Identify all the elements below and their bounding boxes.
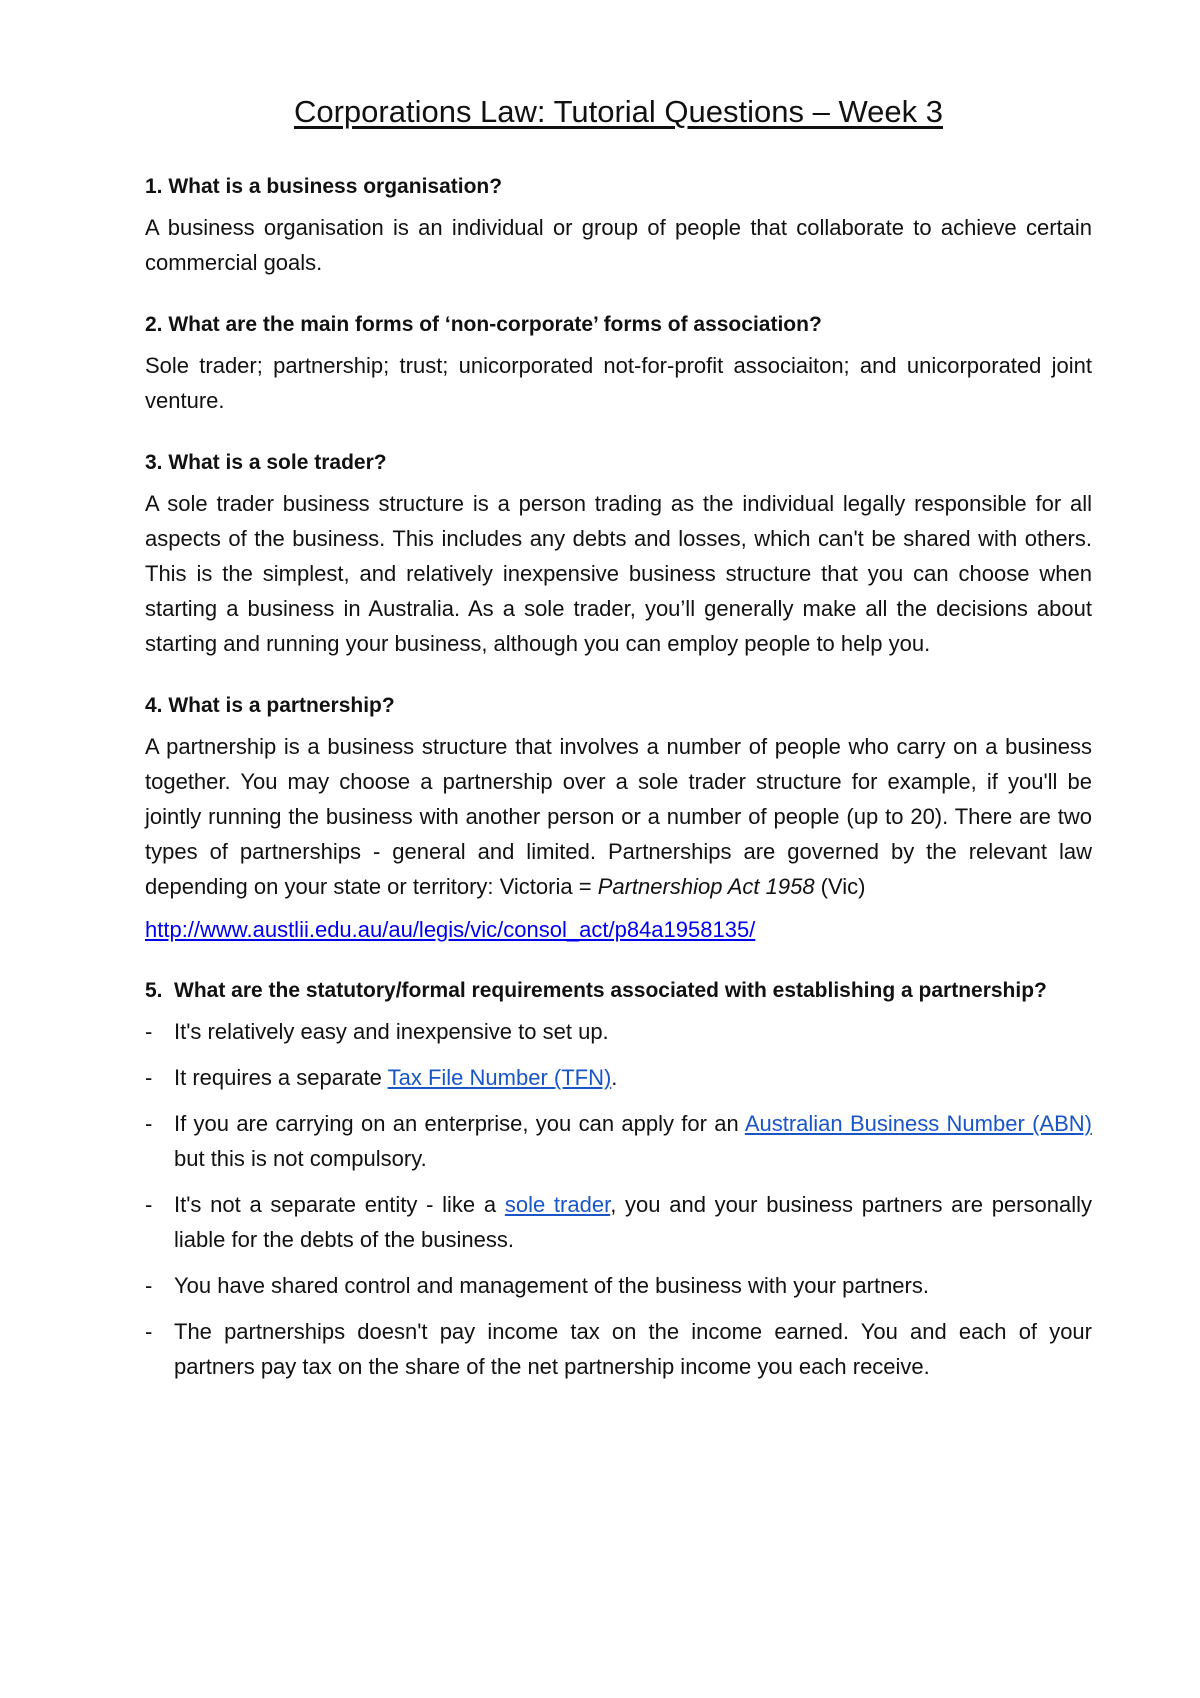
question-5: [145, 973, 1092, 1008]
question-5-number: 5.: [145, 979, 163, 1002]
document-content: [145, 92, 1092, 1395]
bullet-text-post: , you and your business partners are personally liable for the debts of the business.: [174, 1192, 1092, 1252]
bullet-text: It's relatively easy and inexpensive to set up.: [174, 1019, 609, 1044]
bullet-text: [174, 1187, 1092, 1257]
bullet-text-pre: It's not a separate entity - like a: [174, 1192, 505, 1217]
list-item: [145, 1314, 1092, 1384]
abn-link[interactable]: Australian Business Number (ABN): [744, 1111, 1092, 1136]
bullet-dash: -: [145, 1019, 153, 1044]
bullet-text-pre: If you are carrying on an enterprise, you can apply for an: [174, 1111, 745, 1136]
bullet-text-post: .: [611, 1065, 618, 1090]
act-jurisdiction: (Vic): [814, 874, 866, 899]
question-4: 4. What is a partnership?: [145, 694, 395, 717]
answer-1: A business organisation is an individual or group of people that collaborate to achieve certain commercial goals.: [145, 215, 1092, 275]
list-item: [145, 1187, 1092, 1257]
tfn-link[interactable]: Tax File Number (TFN): [387, 1065, 612, 1090]
question-3: 3. What is a sole trader?: [145, 451, 387, 474]
bullet-text-pre: It requires a separate: [174, 1065, 388, 1090]
bullet-text: [174, 1060, 1092, 1095]
answer-4: [145, 729, 1092, 904]
sole-trader-link[interactable]: sole trader: [504, 1192, 611, 1217]
bullet-dash: -: [145, 1111, 153, 1136]
question-5-text: What are the statutory/formal requirements associated with establishing a partnership?: [174, 979, 1047, 1002]
bullet-text: [174, 1106, 1092, 1176]
bullet-dash: -: [145, 1065, 153, 1090]
requirements-list: [145, 1014, 1092, 1384]
list-item: [145, 1014, 1092, 1049]
question-1: 1. What is a business organisation?: [145, 175, 503, 198]
austlii-link[interactable]: http://www.austlii.edu.au/au/legis/vic/consol_act/p84a1958135/: [145, 917, 756, 942]
bullet-text: The partnerships doesn't pay income tax on the income earned. You and each of your partners pay tax on the share of the net partnership income you each receive.: [174, 1319, 1092, 1379]
answer-4-text: A partnership is a business structure that involves a number of people who carry on a business together. You may choose a partnership over a sole trader structure for example, if you'll be jointly running the business with another person or a number of people (up to 20). There are two types of partnerships - general and limited. Partnerships are governed by the relevant law depending on your state or territory: Victoria =: [145, 734, 1092, 899]
list-item: [145, 1268, 1092, 1303]
act-name: Partnershiop Act 1958: [597, 874, 815, 899]
bullet-dash: -: [145, 1192, 153, 1217]
bullet-text-post: but this is not compulsory.: [174, 1146, 427, 1171]
list-item: [145, 1106, 1092, 1176]
answer-3: A sole trader business structure is a person trading as the individual legally responsible for all aspects of the business. This includes any debts and losses, which can't be shared with others. This is the simplest, and relatively inexpensive business structure that you can choose when starting a business in Australia. As a sole trader, you’ll generally make all the decisions about starting and running your business, although you can employ people to help you.: [145, 491, 1092, 656]
bullet-dash: -: [145, 1273, 153, 1298]
list-item: [145, 1060, 1092, 1095]
bullet-text: You have shared control and management of the business with your partners.: [174, 1273, 929, 1298]
austlii-link-paragraph: [145, 912, 1092, 947]
document-title: Corporations Law: Tutorial Questions – Week 3: [293, 94, 944, 129]
answer-2: Sole trader; partnership; trust; unicorporated not-for-profit associaiton; and unicorporated joint venture.: [145, 353, 1092, 413]
bullet-dash: -: [145, 1319, 153, 1344]
question-2: 2. What are the main forms of ‘non-corporate’ forms of association?: [145, 313, 822, 336]
